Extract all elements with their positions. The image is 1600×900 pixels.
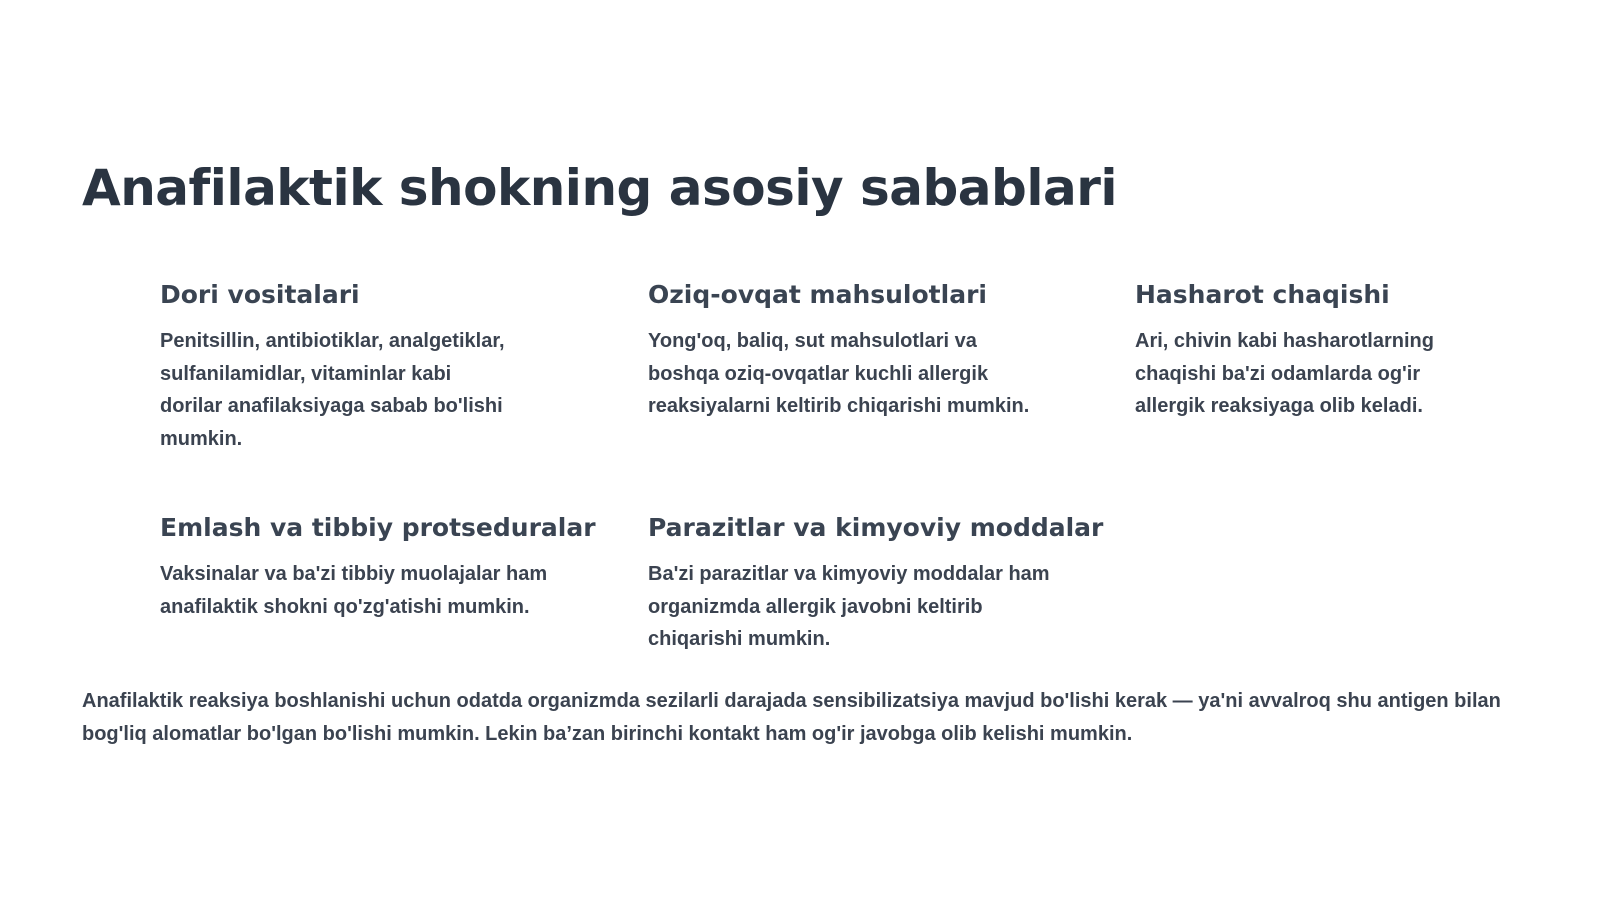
cause-card-text: Vaksinalar va ba'zi tibbiy muolajalar ham anafilaktik shokni qo'zg'atishi mumkin.: [160, 563, 548, 618]
cause-card-text: Ari, chivin kabi hasharotlarning chaqishi ba'zi odamlarda og'ir allergik reaksiyaga olib keladi.: [1135, 330, 1434, 417]
cause-card-parasites-chemicals: [648, 510, 1104, 656]
cause-card-title: Parazitlar va kimyoviy moddalar: [648, 513, 1104, 542]
slide-title: Anafilaktik shokning asosiy sabablari: [82, 159, 1117, 217]
footer-note: Anafilaktik reaksiya boshlanishi uchun odatda organizmda sezilarli darajada sensibilizatsiya mavjud bo'lishi kerak — ya'ni avvalroq shu antigen bilan bog'liq alomatlar bo'lgan bo'lishi mumkin. Lekin ba’zan birinchi kontakt ham og'ir javobga olib kelishi mumkin.: [82, 690, 1501, 745]
cause-card-title: Dori vositalari: [160, 280, 360, 309]
cause-card-title: Oziq-ovqat mahsulotlari: [648, 280, 987, 309]
cause-card-title: Emlash va tibbiy protseduralar: [160, 513, 596, 542]
cause-card-text: Yong'oq, baliq, sut mahsulotlari va boshqa oziq-ovqatlar kuchli allergik reaksiyalarni keltirib chiqarishi mumkin.: [648, 330, 1030, 417]
cause-card-text: Penitsillin, antibiotiklar, analgetiklar, sulfanilamidlar, vitaminlar kabi dorilar anafilaksiyaga sabab bo'lishi mumkin.: [160, 330, 505, 450]
cause-card-text: Ba'zi parazitlar va kimyoviy moddalar ham organizmda allergik javobni keltirib chiqarishi mumkin.: [648, 563, 1050, 650]
cause-card-drugs: [160, 277, 510, 455]
cause-card-food: [648, 277, 1043, 423]
cause-card-insect-stings: [1135, 277, 1495, 423]
cause-card-vaccination: [160, 510, 596, 623]
cause-card-title: Hasharot chaqishi: [1135, 280, 1390, 309]
